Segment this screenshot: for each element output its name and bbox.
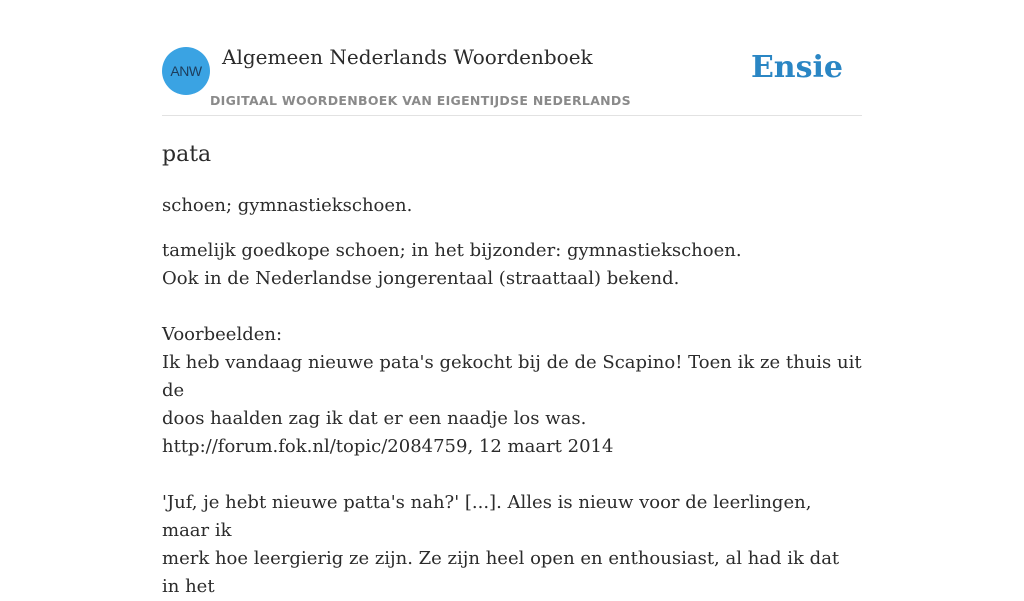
entry-content <box>162 116 862 601</box>
dictionary-subtitle: DIGITAAL WOORDENBOEK VAN EIGENTIJDSE NEDERLANDS <box>210 93 631 108</box>
examples-heading: Voorbeelden: <box>162 324 283 345</box>
page <box>162 0 862 601</box>
anw-logo[interactable]: ANW <box>162 47 210 95</box>
definition-line: tamelijk goedkope schoen; in het bijzonder: gymnastiekschoen. <box>162 240 742 261</box>
definition-line <box>162 293 862 321</box>
site-header <box>162 0 862 116</box>
ensie-brand-link[interactable]: Ensie <box>750 50 843 85</box>
entry-word: pata <box>162 142 212 167</box>
full-definition <box>162 237 862 601</box>
example-text: merk hoe leergierig ze zijn. Ze zijn heel open en enthousiast, al had ik dat in het <box>162 548 840 597</box>
example-text: Ik heb vandaag nieuwe pata's gekocht bij de de Scapino! Toen ik ze thuis uit de <box>162 352 862 401</box>
example-text: doos haalden zag ik dat er een naadje los was. <box>162 408 587 429</box>
definition-line <box>162 461 862 489</box>
short-definition: schoen; gymnastiekschoen. <box>162 195 413 216</box>
dictionary-title[interactable]: Algemeen Nederlands Woordenboek <box>222 45 593 69</box>
example-source: http://forum.fok.nl/topic/2084759, 12 maart 2014 <box>162 436 614 457</box>
example-text: 'Juf, je hebt nieuwe patta's nah?' [...]. Alles is nieuw voor de leerlingen, maar ik <box>162 492 812 541</box>
definition-line: Ook in de Nederlandse jongerentaal (straattaal) bekend. <box>162 268 680 289</box>
